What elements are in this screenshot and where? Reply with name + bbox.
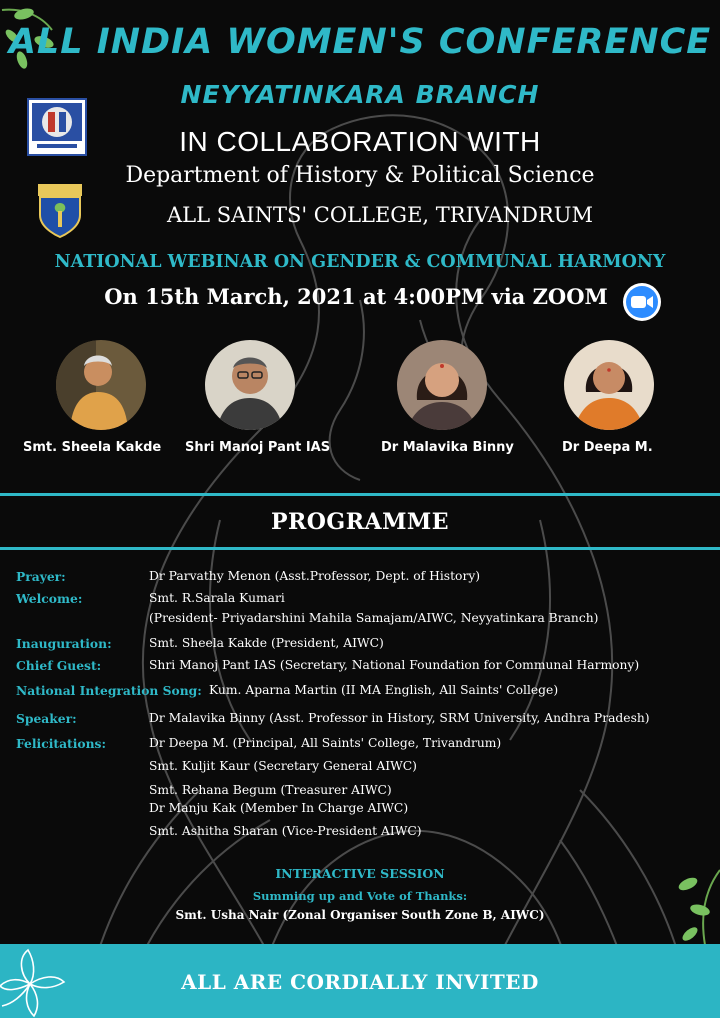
programme-value: Dr Manju Kak (Member In Charge AIWC): [149, 801, 409, 815]
programme-label: Chief Guest:: [16, 658, 102, 673]
programme-value: Smt. R.Sarala Kumari: [149, 591, 285, 605]
speaker-name: Smt. Sheela Kakde: [23, 440, 162, 455]
programme-value: Dr Malavika Binny (Asst. Professor in History, SRM University, Andhra Pradesh): [149, 711, 650, 725]
programme-label: Inauguration:: [16, 636, 112, 651]
webinar-title: NATIONAL WEBINAR ON GENDER & COMMUNAL HARMONY: [54, 252, 666, 272]
programme-value: Smt. Sheela Kakde (President, AIWC): [149, 636, 384, 650]
speaker-name: Dr Deepa M.: [562, 440, 653, 455]
programme-value: Shri Manoj Pant IAS (Secretary, National Foundation for Communal Harmony): [149, 658, 640, 672]
college-name: ALL SAINTS' COLLEGE, TRIVANDRUM: [167, 203, 593, 227]
programme-label: Prayer:: [16, 569, 66, 584]
summing-up-heading: Summing up and Vote of Thanks:: [252, 889, 468, 903]
programme-value: Dr Parvathy Menon (Asst.Professor, Dept. of History): [149, 569, 481, 583]
speaker-photo: [564, 340, 654, 430]
programme-value: Smt. Kuljit Kaur (Secretary General AIWC): [149, 759, 417, 773]
speaker-name: Dr Malavika Binny: [381, 440, 514, 455]
programme-label: Felicitations:: [16, 736, 106, 751]
department-name: Department of History & Political Science: [125, 163, 595, 188]
date-time-line: On 15th March, 2021 at 4:00PM via ZOOM: [104, 284, 608, 309]
speaker-photo: [205, 340, 295, 430]
programme-heading: PROGRAMME: [270, 509, 450, 535]
divider: [0, 547, 720, 550]
footer-invitation: ALL ARE CORDIALLY INVITED: [181, 970, 539, 994]
programme-value: Kum. Aparna Martin (II MA English, All Saints' College): [209, 683, 559, 697]
speaker-name: Shri Manoj Pant IAS: [185, 440, 331, 455]
page-title: ALL INDIA WOMEN'S CONFERENCE: [8, 22, 712, 62]
divider: [0, 493, 720, 496]
programme-value: (President- Priyadarshini Mahila Samajam/AIWC, Neyyatinkara Branch): [149, 611, 599, 625]
closing-speaker: Smt. Usha Nair (Zonal Organiser South Zone B, AIWC): [175, 908, 545, 922]
interactive-session-heading: INTERACTIVE SESSION: [275, 866, 445, 881]
zoom-icon: [622, 282, 662, 322]
programme-label: National Integration Song:: [16, 683, 202, 698]
branch-subtitle: NEYYATINKARA BRANCH: [180, 80, 540, 109]
speaker-photo: [397, 340, 487, 430]
programme-value: Smt. Rehana Begum (Treasurer AIWC): [149, 783, 392, 797]
programme-value: Smt. Ashitha Sharan (Vice-President AIWC): [149, 824, 422, 838]
programme-value: Dr Deepa M. (Principal, All Saints' College, Trivandrum): [149, 736, 502, 750]
programme-label: Welcome:: [16, 591, 83, 606]
speaker-photo: [56, 340, 146, 430]
programme-label: Speaker:: [16, 711, 77, 726]
collaboration-heading: IN COLLABORATION WITH: [179, 126, 541, 157]
footer-banner: [0, 944, 720, 1018]
